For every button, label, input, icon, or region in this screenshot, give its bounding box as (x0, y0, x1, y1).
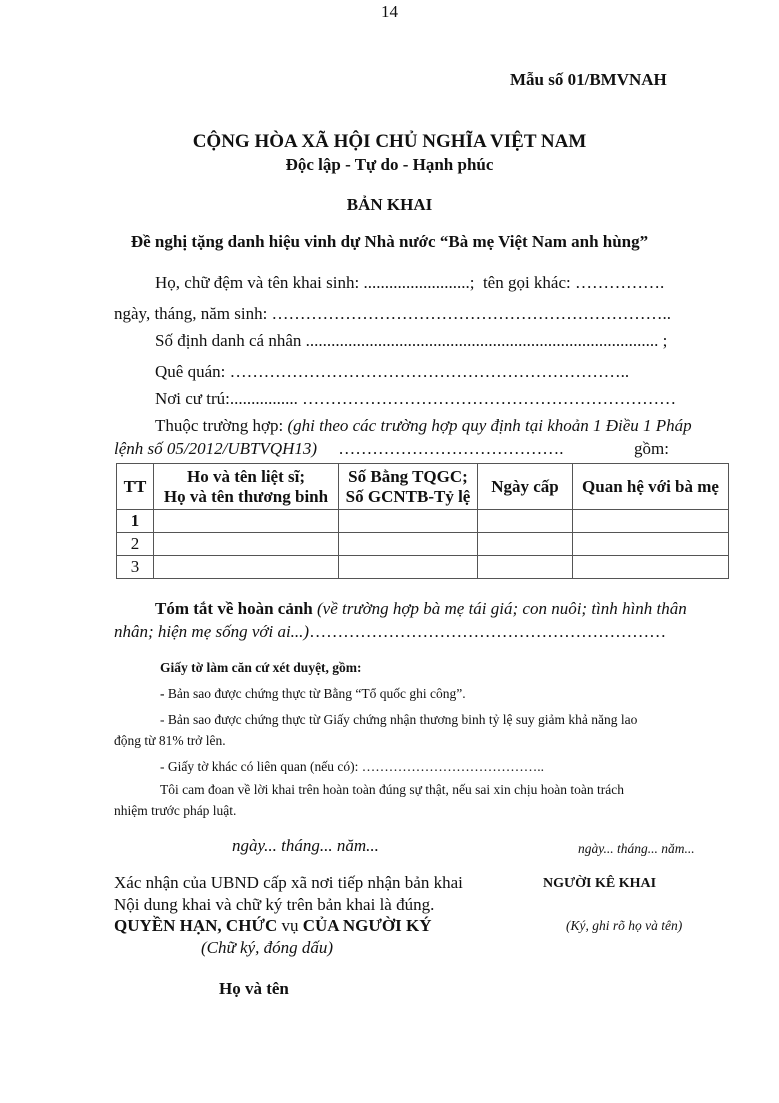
cell-certificate[interactable] (339, 533, 478, 556)
cell-relation[interactable] (573, 556, 729, 579)
cell-issue-date[interactable] (478, 556, 573, 579)
document-title: BẢN KHAI (346, 195, 433, 214)
table-row (117, 556, 729, 579)
birth-name-label: Họ, chữ đệm và tên khai sinh: (155, 273, 360, 292)
table-row (117, 533, 729, 556)
summary-row-continued (114, 622, 666, 642)
other-name-label: tên gọi khác: (482, 273, 571, 292)
personal-id-label: Số định danh cá nhân (155, 331, 302, 350)
cell-certificate[interactable] (339, 556, 478, 579)
dob-field[interactable]: …………………………………………………………….. (271, 304, 672, 323)
residence-label: Nơi cư trú: (155, 389, 230, 408)
stamp-note: (Chữ ký, đóng dấu) (201, 938, 334, 957)
cell-issue-date[interactable] (478, 533, 573, 556)
birth-name-row (155, 273, 664, 293)
separator: ; (662, 331, 668, 350)
summary-field[interactable]: ……………………………………………………… (309, 622, 667, 641)
case-hint-continued: lệnh số 05/2012/UBTVQH13) (114, 439, 318, 458)
pledge-text-continued: nhiệm trước pháp luật. (114, 803, 237, 818)
declarant-title: NGƯỜI KÊ KHAI (543, 876, 657, 891)
date-left: ngày... tháng... năm... (232, 836, 379, 855)
summary-hint-continued: nhân; hiện mẹ sống với ai...) (114, 622, 310, 641)
separator: ; (469, 273, 475, 292)
cell-name[interactable] (154, 510, 339, 533)
summary-hint: (về trường hợp bà mẹ tái giá; con nuôi; tình hình thân (316, 599, 687, 618)
other-name-field[interactable]: ……………. (575, 273, 665, 292)
personal-id-field[interactable]: ................................................................................... (305, 331, 659, 350)
hometown-field[interactable]: …………………………………………………………….. (229, 362, 630, 381)
case-field[interactable]: …………………………………. (338, 439, 564, 458)
case-hint: (ghi theo các trường hợp quy định tại khoản 1 Điều 1 Pháp (287, 416, 692, 435)
residence-field[interactable]: ................ ………………………………………………………… (229, 389, 677, 408)
signer-fullname-label: Họ và tên (219, 979, 289, 998)
motto: Độc lập - Tự do - Hạnh phúc (285, 155, 494, 174)
header-name: Ho và tên liệt sĩ; Họ và tên thương binh (154, 464, 339, 510)
cell-name[interactable] (154, 533, 339, 556)
case-row (155, 416, 692, 436)
document-item-continued: động từ 81% trở lên. (114, 733, 226, 748)
birth-name-field[interactable]: ......................... (363, 273, 470, 292)
document-item (160, 686, 466, 702)
dob-row (114, 304, 671, 324)
residence-row (155, 389, 676, 409)
cell-name[interactable] (154, 556, 339, 579)
table-header-row (117, 464, 729, 510)
hometown-label: Quê quán: (155, 362, 226, 381)
confirmation-text: Xác nhận của UBND cấp xã nơi tiếp nhận bản khai (114, 873, 463, 892)
relatives-table (116, 463, 729, 579)
form-code: Mẫu số 01/BMVNAH (510, 70, 667, 89)
page-number: 14 (381, 2, 398, 21)
cell-tt: 3 (117, 556, 154, 579)
document-item-text: Bản sao được chứng thực từ Bằng “Tổ quốc ghi công”. (167, 686, 466, 701)
documents-title: Giấy tờ làm căn cứ xét duyệt, gồm: (160, 660, 362, 675)
document-item: - Bản sao được chứng thực từ Giấy chứng nhận thương binh tỷ lệ suy giảm khả năng lao (160, 712, 638, 727)
bullet-dash: - (160, 686, 165, 701)
signer-title: QUYỀN HẠN, CHỨC vụ CỦA NGƯỜI KÝ (114, 916, 432, 935)
header-certificate: Số Bằng TQGC; Số GCNTB-Tỷ lệ (339, 464, 478, 510)
declarant-signature-note: (Ký, ghi rõ họ và tên) (566, 918, 683, 933)
hometown-row (155, 362, 629, 382)
cell-tt: 2 (117, 533, 154, 556)
confirmation-text-continued: Nội dung khai và chữ ký trên bản khai là đúng. (114, 895, 435, 914)
cell-certificate[interactable] (339, 510, 478, 533)
personal-id-row (155, 331, 667, 351)
header-tt: TT (117, 464, 154, 510)
pledge-text: Tôi cam đoan về lời khai trên hoàn toàn đúng sự thật, nếu sai xin chịu hoàn toàn trách (160, 782, 624, 797)
other-documents-field[interactable]: ………………………………….. (361, 759, 544, 774)
header-issue-date: Ngày cấp (478, 464, 573, 510)
summary-row (155, 599, 687, 619)
summary-label: Tóm tắt về hoàn cảnh (155, 599, 313, 618)
date-right: ngày... tháng... năm... (578, 841, 695, 856)
dob-label: ngày, tháng, năm sinh: (114, 304, 268, 323)
cell-relation[interactable] (573, 510, 729, 533)
case-suffix: gồm: (634, 439, 669, 458)
case-label: Thuộc trường hợp: (155, 416, 284, 435)
nation-title: CỘNG HÒA XÃ HỘI CHỦ NGHĨA VIỆT NAM (192, 131, 587, 152)
header-relation: Quan hệ với bà mẹ (573, 464, 729, 510)
other-documents-label: - Giấy tờ khác có liên quan (nếu có): (160, 759, 359, 774)
cell-tt: 1 (117, 510, 154, 533)
table-row (117, 510, 729, 533)
document-item (160, 759, 544, 775)
case-row-continued (114, 439, 714, 459)
document-subtitle: Đề nghị tặng danh hiệu vinh dự Nhà nước “Bà mẹ Việt Nam anh hùng” (130, 232, 649, 251)
cell-issue-date[interactable] (478, 510, 573, 533)
cell-relation[interactable] (573, 533, 729, 556)
